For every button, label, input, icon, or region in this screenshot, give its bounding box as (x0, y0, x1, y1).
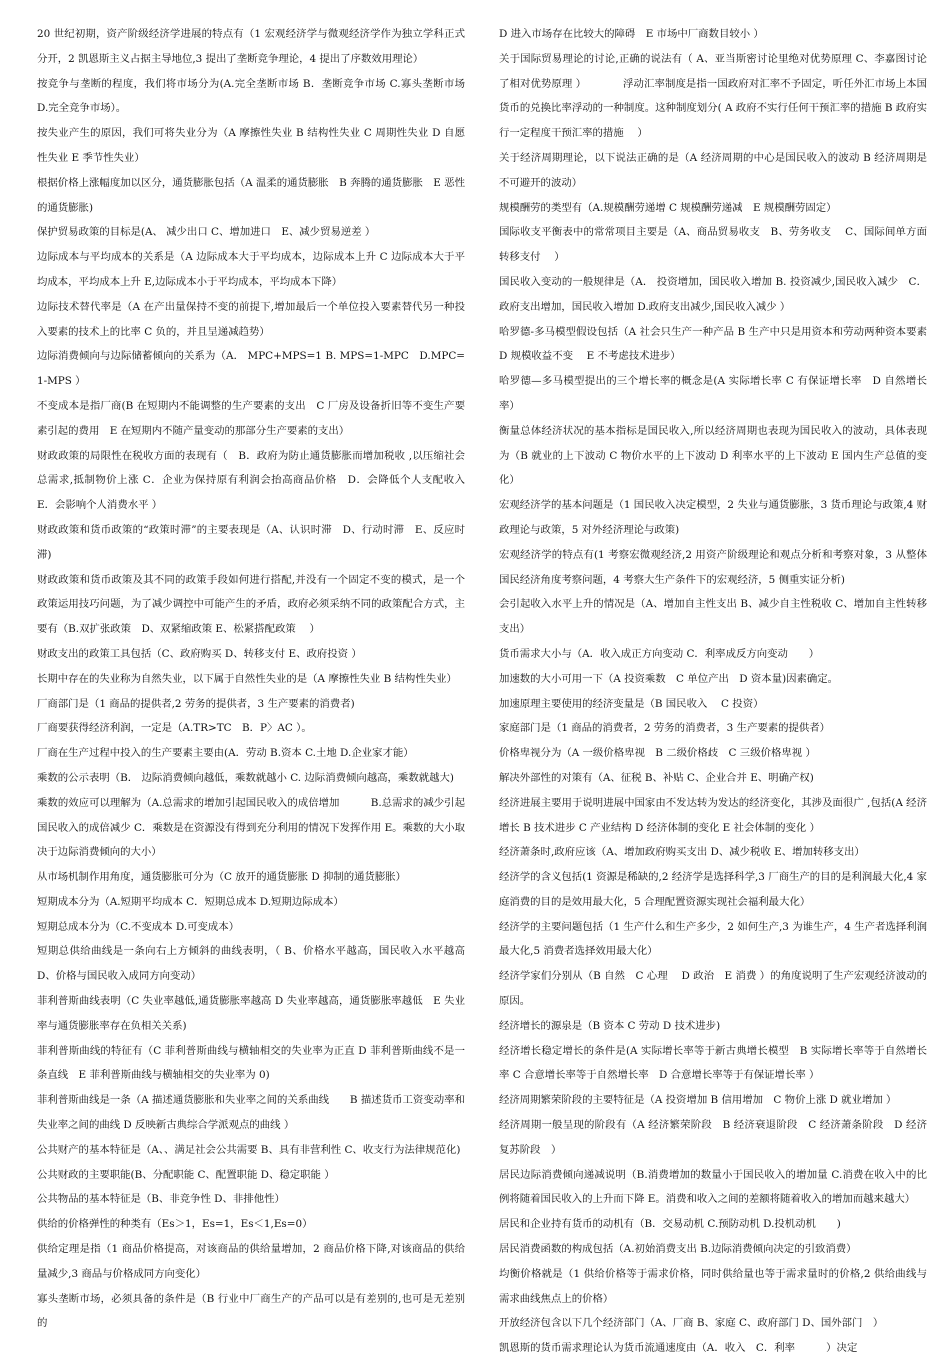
text-paragraph: 根据价格上涨幅度加以区分，通货膨胀包括（A 温柔的通货膨胀 B 奔腾的通货膨胀 E 恶性的通货膨胀) (37, 176, 465, 214)
text-paragraph: 家庭部门是（1 商品的消费者，2 劳务的消费者，3 生产要素的提供者） (499, 722, 831, 735)
right-column (499, 22, 927, 1361)
text-paragraph: 菲利普斯曲线表明（C 失业率越低,通货膨胀率越高 D 失业率越高，通货膨胀率越低 E 失业率与通货膨胀率存在负相关关系) (37, 995, 465, 1032)
text-paragraph: 经济萧条时,政府应该（A、增加政府购买支出 D、减少税收 E、增加转移支出） (499, 846, 865, 859)
text-paragraph: 宏观经济学的基本问题是（1 国民收入决定模型，2 失业与通货膨胀，3 货币理论与政策,4 财政理论与政策，5 对外经济理论与政策) (499, 499, 927, 536)
text-paragraph: 边际技术替代率是（A 在产出量保持不变的前提下,增加最后一个单位投入要素替代另一种投入要素的技术上的比率 C 负的，并且呈递减趋势） (37, 300, 465, 338)
text-paragraph: 公共财产的基本特征是（A、、满足社会公共需要 B、具有非营利性 C、收支行为法律规范化) (37, 1143, 461, 1156)
text-paragraph: 均衡价格就是（1 供给价格等于需求价格，同时供给量也等于需求量时的价格,2 供给曲线与需求曲线焦点上的价格） (499, 1267, 927, 1305)
text-paragraph: 经济学家们分别从（B 自然 C 心理 D 政治 E 消费 ）的角度说明了生产宏观经济波动的原因。 (499, 970, 927, 1008)
text-paragraph: 经济学的主要问题包括（1 生产什么和生产多少，2 如何生产,3 为谁生产，4 生产者选择利润最大化,5 消费者选择效用最大化） (499, 920, 927, 958)
text-paragraph: 经济增长的源泉是（B 资本 C 劳动 D 技术进步) (499, 1019, 721, 1032)
text-paragraph: 按失业产生的原因，我们可将失业分为（A 摩擦性失业 B 结构性失业 C 周期性失业 D 自愿性失业 E 季节性失业） (37, 127, 465, 164)
text-paragraph: 公共物品的基本特征是（B、非竞争性 D、非排他性） (37, 1193, 285, 1206)
left-column (37, 22, 476, 1336)
text-paragraph: 凯恩斯的货币需求理论认为货币流通速度由（A．收入 C．利率 ）决定 (499, 1342, 858, 1355)
text-paragraph: 不变成本是指厂商(B 在短期内不能调整的生产要素的支出 C 厂房及设备折旧等不变生产要素引起的费用 E 在短期内不随产量变动的那部分生产要素的支出） (37, 399, 465, 437)
text-paragraph: 关于国际贸易理论的讨论,正确的说法有（ A、亚当斯密讨论里绝对优势原理 C、李嘉图讨论了相对优势原理 ） 浮动汇率制度是指一国政府对汇率不予固定，听任外汇市场上本国货币的兑换比率浮动的一种制度。这种制度划分( A 政府不实行任何干预汇率的措施 B 政府实行一定程度干预汇率的措施 ） (499, 52, 927, 140)
text-paragraph: 短期总供给曲线是一条向右上方倾斜的曲线表明，（ B、价格水平越高，国民收入水平越高 D、价格与国民收入成同方向变动） (37, 945, 465, 983)
text-paragraph: 财政政策和货币政策的“政策时滞”的主要表现是（A、认识时滞 D、行动时滞 E、反应时滞) (37, 523, 465, 561)
text-paragraph: 开放经济包含以下几个经济部门（A、厂商 B、家庭 C、政府部门 D、国外部门 ） (499, 1317, 884, 1330)
text-paragraph: 经济学的含义包括(1 资源是稀缺的,2 经济学是选择科学,3 厂商生产的目的是利润最大化,4 家庭消费的目的是效用最大化，5 合理配置资源实现社会福利最大化） (499, 871, 927, 908)
text-paragraph: 居民消费函数的构成包括（A.初始消费支出 B.边际消费倾向决定的引致消费） (499, 1243, 857, 1256)
text-paragraph: 解决外部性的对策有（A、征税 B、补贴 C、企业合并 E、明确产权) (499, 771, 814, 784)
text-paragraph: 衡量总体经济状况的基本指标是国民收入,所以经济周期也表现为国民收入的波动，具体表现为（B 就业的上下波动 C 物价水平的上下波动 D 利率水平的上下波动 E 国内生产总值的变化） (499, 424, 927, 487)
text-paragraph: 20 世纪初期，资产阶级经济学进展的特点有（1 宏观经济学与微观经济学作为独立学科正式分开，2 凯恩斯主义占据主导地位,3 提出了垄断竞争理论，4 提出了序数效用理论） (37, 28, 465, 65)
text-paragraph: 居民边际消费倾向递减说明（B.消费增加的数量小于国民收入的增加量 C.消费在收入中的比例将随着国民收入的上升而下降 E。消费和收入之间的差额将随着收入的增加而越来越大） (499, 1168, 927, 1206)
text-paragraph: 厂商在生产过程中投入的生产要素主要由(A．劳动 B.资本 C.土地 D.企业家才能） (37, 747, 414, 760)
text-paragraph: 菲利普斯曲线是一条（A 描述通货膨胀和失业率之间的关系曲线 B 描述货币工资变动率和失业率之间的曲线 D 反映新古典综合学派观点的曲线 ） (37, 1094, 465, 1132)
text-paragraph: 经济周期一般呈现的阶段有（A 经济繁荣阶段 B 经济衰退阶段 C 经济萧条阶段 D 经济复苏阶段 ） (499, 1119, 927, 1156)
text-paragraph: 货币需求大小与（A．收入成正方向变动 C．利率成反方向变动 ） (499, 647, 820, 660)
text-paragraph: 长期中存在的失业称为自然失业，以下属于自然性失业的是（A 摩擦性失业 B 结构性失业） (37, 672, 457, 685)
text-paragraph: 寡头垄断市场，必须具备的条件是（B 行业中厂商生产的产品可以是有差别的,也可是无差别的 (37, 1292, 465, 1330)
text-paragraph: 短期成本分为（A.短期平均成本 C．短期总成本 D.短期边际成本） (37, 895, 344, 908)
text-paragraph: 宏观经济学的特点有(1 考察宏微观经济,2 用资产阶级理论和观点分析和考察对象，3 从整体国民经济角度考察问题，4 考察大生产条件下的宏观经济，5 侧重实证分析) (499, 548, 927, 586)
text-paragraph: D 进入市场存在比较大的障碍 E 市场中厂商数目较小 ） (499, 28, 764, 40)
text-paragraph: 供给定理是指（1 商品价格提高，对该商品的供给量增加，2 商品价格下降,对该商品的供给量减少,3 商品与价格成同方向变化） (37, 1243, 465, 1280)
text-paragraph: 厂商要获得经济利润，一定是（A.TR>TC B．P〉AC ）。 (37, 722, 312, 735)
text-paragraph: 公共财政的主要职能(B、分配职能 C、配置职能 D、稳定职能 ） (37, 1168, 335, 1181)
text-paragraph: 供给的价格弹性的种类有（Es＞1，Es=1，Es＜1,Es=0） (37, 1218, 313, 1231)
text-paragraph: 乘数的公示表明（B． 边际消费倾向越低，乘数就越小 C. 边际消费倾向越高，乘数就越大) (37, 771, 454, 784)
text-paragraph: 经济进展主要用于说明进展中国家由不发达转为发达的经济变化，其涉及面很广 ,包括(A 经济增长 B 技术进步 C 产业结构 D 经济体制的变化 E 社会体制的变化 ） (499, 796, 927, 834)
text-paragraph: 菲利普斯曲线的特征有（C 菲利普斯曲线与横轴相交的失业率为正直 D 菲利普斯曲线不是一条直线 E 菲利普斯曲线与横轴相交的失业率为 0) (37, 1044, 465, 1082)
text-paragraph: 居民和企业持有货币的动机有（B．交易动机 C.预防动机 D.投机动机 ) (499, 1218, 841, 1231)
text-paragraph: 乘数的效应可以理解为（A.总需求的增加引起国民收入的成倍增加 B.总需求的减少引起国民收入的成倍减少 C．乘数是在资源没有得到充分利用的情况下发挥作用 E。乘数的大小取决于边际消费倾向的大小） (37, 796, 465, 859)
text-paragraph: 价格卑视分为（A 一级价格卑视 B 二级价格歧 C 三级价格卑视 ） (499, 747, 816, 760)
text-paragraph: 国际收支平衡表中的常常项目主要是（A、商品贸易收支 B、劳务收支 C、国际间单方面转移支付 ） (499, 226, 927, 264)
text-paragraph: 财政政策的局限性在税收方面的表现有（ B．政府为防止通货膨胀而增加税收 ,以压缩社会总需求,抵制物价上涨 C．企业为保持原有利润会抬高商品价格 D．会降低个人支配收入 E．会影响个人消费水平 ） (37, 449, 476, 512)
text-paragraph: 按竞争与垄断的程度，我们将市场分为(A.完全垄断市场 B．垄断竞争市场 C.寡头垄断市场 D.完全竞争市场）。 (37, 77, 465, 115)
text-paragraph: 边际成本与平均成本的关系是（A 边际成本大于平均成本，边际成本上升 C 边际成本大于平均成本，平均成本上升 E,边际成本小于平均成本，平均成本下降） (37, 251, 465, 288)
text-paragraph: 从市场机制作用角度，通货膨胀可分为（C 放开的通货膨胀 D 抑制的通货膨胀） (37, 871, 407, 884)
text-paragraph: 哈罗德-多马模型假设包括（A 社会只生产一种产品 B 生产中只是用资本和劳动两种资本要素 D 规模收益不变 E 不考虑技术进步） (499, 325, 927, 363)
text-paragraph: 规模酬劳的类型有（A.规模酬劳递增 C 规模酬劳递减 E 规模酬劳固定） (499, 201, 837, 214)
text-paragraph: 经济周期繁荣阶段的主要特征是（A 投资增加 B 信用增加 C 物价上涨 D 就业增加 ） (499, 1094, 897, 1107)
text-paragraph: 加速原理主要使用的经济变量是（B 国民收入 C 投资） (499, 697, 764, 710)
text-paragraph: 会引起收入水平上升的情况是（A、增加自主性支出 B、减少自主性税收 C、增加自主性转移支出） (499, 598, 927, 636)
text-paragraph: 财政支出的政策工具包括（C、政府购买 D、转移支付 E、政府投资 ） (37, 647, 362, 660)
text-paragraph: 哈罗德—多马模型提出的三个增长率的概念是(A 实际增长率 C 有保证增长率 D 自然增长率） (499, 375, 927, 412)
text-paragraph: 国民收入变动的一般规律是（A． 投资增加，国民收入增加 B. 投资减少,国民收入减少 C．政府支出增加，国民收入增加 D.政府支出减少,国民收入减少 ） (499, 275, 927, 313)
text-paragraph: 经济增长稳定增长的条件是(A 实际增长率等于新古典增长模型 B 实际增长率等于自然增长率 C 合意增长率等于自然增长率 D 合意增长率等于有保证增长率 ） (499, 1044, 927, 1082)
text-paragraph: 短期总成本分为（C.不变成本 D.可变成本） (37, 920, 240, 933)
text-paragraph: 厂商部门是（1 商品的提供者,2 劳务的提供者，3 生产要素的消费者) (37, 697, 355, 710)
text-paragraph: 关于经济周期理论，以下说法正确的是（A 经济周期的中心是国民收入的波动 B 经济周期是不可避开的波动） (499, 151, 927, 189)
text-paragraph: 财政政策和货币政策及其不同的政策手段如何进行搭配,并没有一个固定不变的模式，是一个政策运用技巧问题，为了减少调控中可能产生的矛盾，政府必须采纳不同的政策配合方式，主要有（B.双扩张政策 D、双紧缩政策 E、松紧搭配政策 ） (37, 573, 465, 636)
text-paragraph: 边际消费倾向与边际储蓄倾向的关系为（A． MPC+MPS=1 B. MPS=1-MPC D.MPC=1-MPS ） (37, 350, 465, 388)
text-paragraph: 加速数的大小可用一下（A 投资乘数 C 单位产出 D 资本量)因素确定。 (499, 672, 839, 685)
text-paragraph: 保护贸易政策的目标是(A、 减少出口 C、增加进口 E、减少贸易逆差 ） (37, 226, 376, 239)
